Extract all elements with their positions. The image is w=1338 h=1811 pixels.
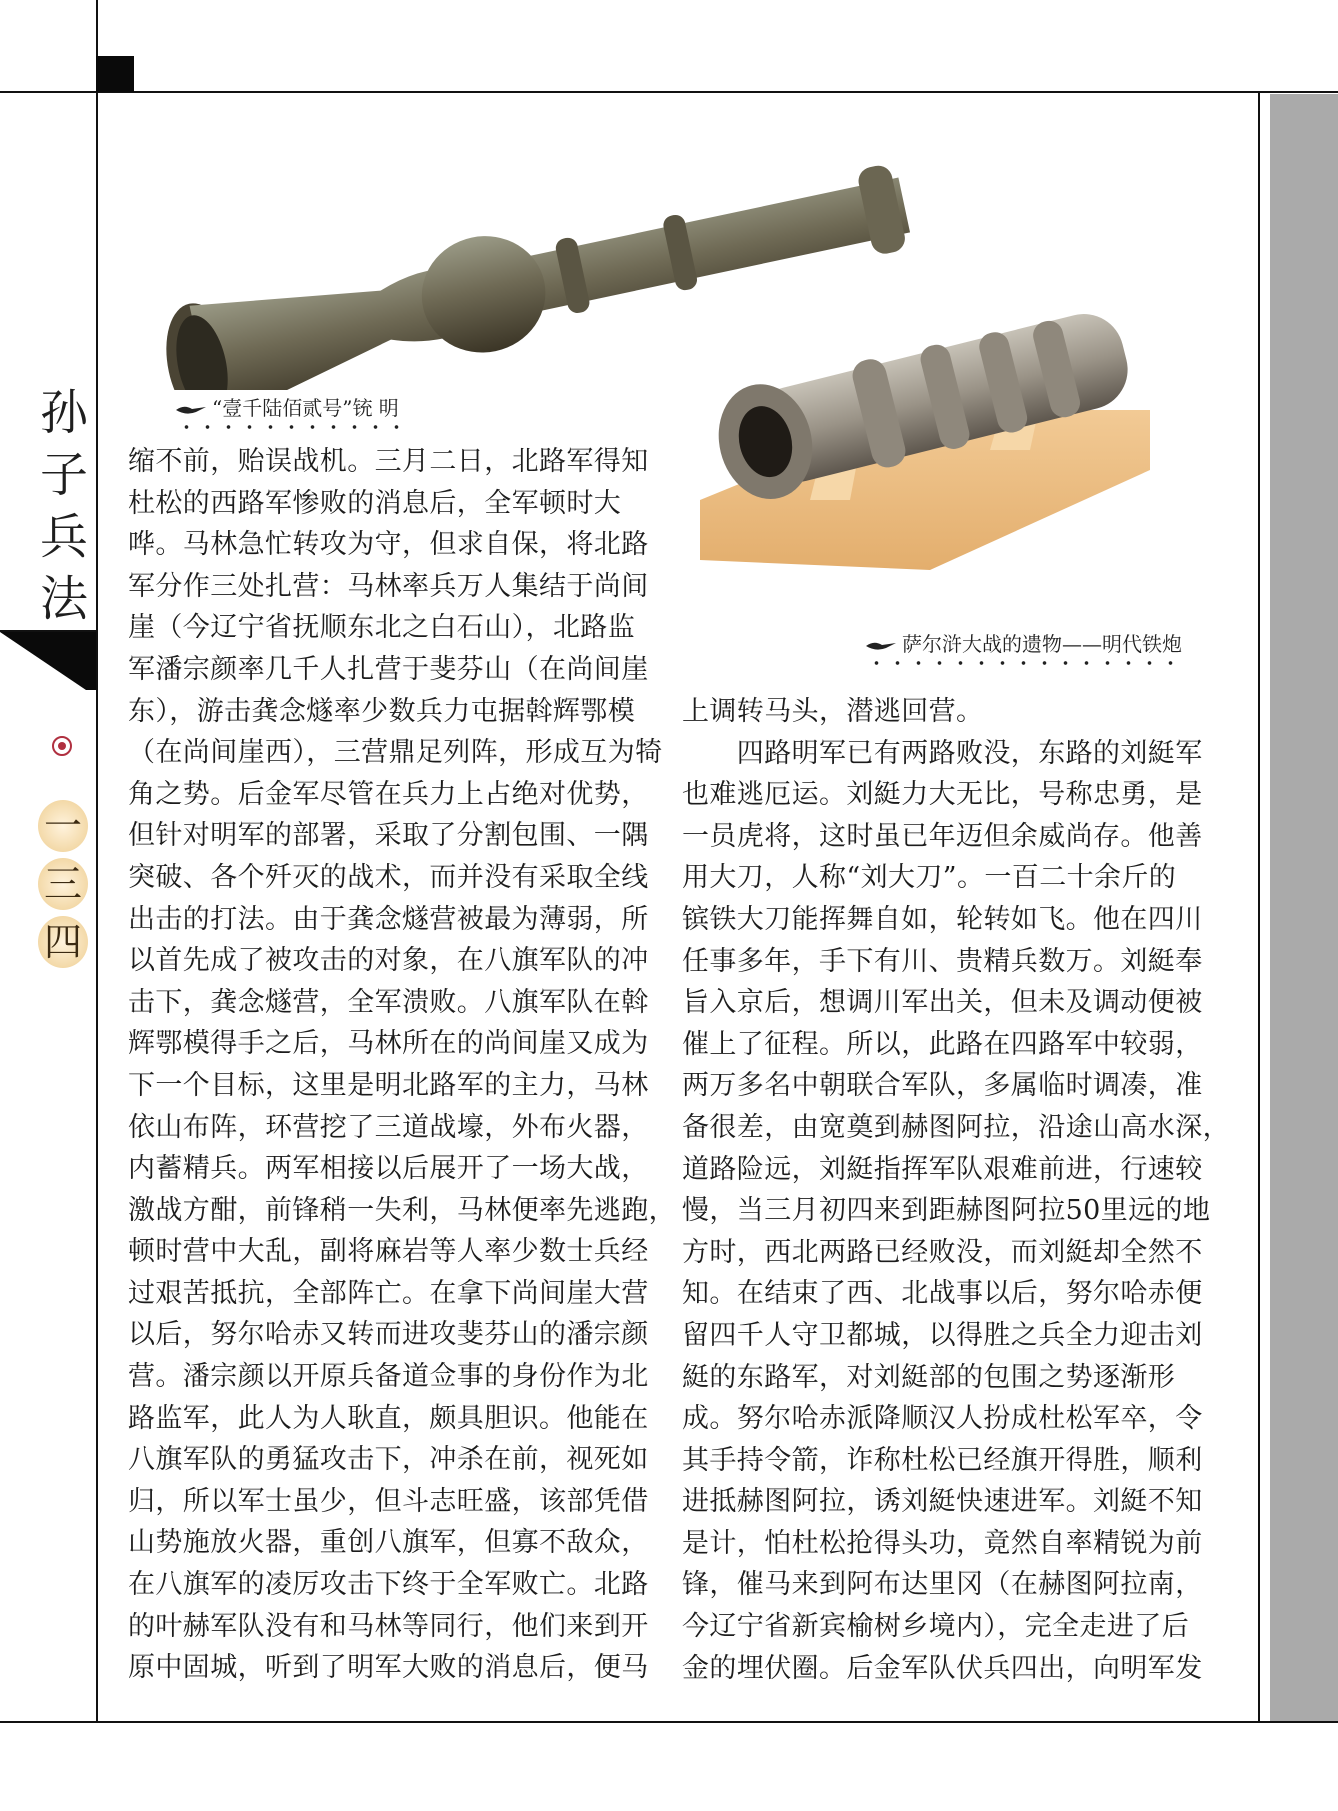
text-line: 也难逃厄运。刘綎力大无比，号称忠勇，是 [682,779,1203,811]
left-body-column [128,441,676,1689]
text-line: 以后，努尔哈赤又转而进攻斐芬山的潘宗颜 [128,1319,649,1351]
text-line: 用大刀，人称“刘大刀”。一百二十余斤的 [682,862,1177,894]
text-line: 备很差，由宽奠到赫图阿拉，沿途山高水深， [682,1111,1230,1143]
text-line: 角之势。后金军尽管在兵力上占绝对优势， [128,778,649,810]
text-line: 顿时营中大乱，副将麻岩等人率少数士兵经 [128,1236,649,1268]
right-image-caption-text: 萨尔浒大战的遗物——明代铁炮 [902,632,1182,656]
right-vertical-rule [1258,93,1260,1721]
top-rule [0,91,1338,93]
text-line: 军潘宗颜率几千人扎营于斐芬山（在尚间崖 [128,653,649,685]
text-line: 一员虎将，这时虽已年迈但余威尚存。他善 [682,820,1203,852]
right-body-column [682,691,1230,1689]
text-line: 道路险远，刘綎指挥军队艰难前进，行速较 [682,1153,1203,1185]
text-line: 过艰苦抵抗，全部阵亡。在拿下尚间崖大营 [128,1277,649,1309]
corner-block [96,56,134,92]
text-line: 今辽宁省新宾榆树乡境内），完全走进了后 [682,1611,1190,1643]
text-line: 綎的东路军，对刘綎部的包围之势逐渐形 [682,1361,1176,1393]
text-line: 下一个目标，这里是明北路军的主力，马林 [128,1069,649,1101]
text-line: 的叶赫军队没有和马林等同行，他们来到开 [128,1610,649,1642]
text-line: 旨入京后，想调川军出关，但未及调动便被 [682,987,1203,1019]
text-line: 崖（今辽宁省抚顺东北之白石山），北路监 [128,612,636,644]
right-image-caption [866,628,1182,667]
text-line: 依山布阵，环营挖了三道战壕，外布火器， [128,1111,649,1143]
page-number-digit: 四 [38,916,88,968]
text-line: 杜松的西路军惨败的消息后，全军顿时大 [128,487,622,519]
text-line: 路监军，此人为人耿直，颇具胆识。他能在 [128,1402,649,1434]
bottom-rule [0,1721,1338,1723]
text-line: 镔铁大刀能挥舞自如，轮转如飞。他在四川 [682,903,1203,935]
text-line: 在八旗军的凌厉攻击下终于全军败亡。北路 [128,1569,649,1601]
text-line: （在尚间崖西），三营鼎足列阵，形成互为犄 [128,737,663,769]
text-line: 留四千人守卫都城，以得胜之兵全力迎击刘 [682,1319,1203,1351]
black-wedge-decoration [0,632,96,692]
text-line: 山势施放火器，重创八旗军，但寡不敌众， [128,1527,649,1559]
top-image-caption-text: “壹千陆佰贰号”铳 明 [212,396,399,420]
text-line: 四路明军已有两路败没，东路的刘綎军 [682,737,1203,769]
text-line: 方时，西北两路已经败没，而刘綎却全然不 [682,1236,1203,1268]
text-line: 内蓄精兵。两军相接以后展开了一场大战， [128,1153,649,1185]
text-line: 但针对明军的部署，采取了分割包围、一隅 [128,820,649,852]
text-line: 是计，怕杜松抢得头功，竟然自率精锐为前 [682,1527,1203,1559]
left-vertical-rule [96,0,98,1721]
text-line: 辉鄂模得手之后，马林所在的尚间崖又成为 [128,1028,649,1060]
text-line: 营。潘宗颜以开原兵备道佥事的身份作为北 [128,1361,649,1393]
text-line: 缩不前，贻误战机。三月二日，北路军得知 [128,446,649,477]
book-title-char: 兵 [39,509,88,565]
book-title-char: 法 [39,571,88,627]
text-line: 其手持令箭，诈称杜松已经旗开得胜，顺利 [682,1444,1203,1476]
iron-cannon-photo [690,300,1160,600]
text-line: 出击的打法。由于龚念燧营被最为薄弱，所 [128,903,649,935]
red-circle-bullet-icon [52,736,72,756]
text-line: 进抵赫图阿拉，诱刘綎快速进军。刘綎不知 [682,1486,1203,1518]
text-line: 击下，龚念燧营，全军溃败。八旗军队在斡 [128,986,649,1018]
text-line: 原中固城，听到了明军大败的消息后，便马 [128,1652,649,1684]
book-title-char: 孙 [39,385,88,441]
caption-bird-icon [176,404,206,416]
text-line: 金的埋伏圈。后金军队伏兵四出，向明军发 [682,1652,1203,1684]
top-image-caption [176,392,399,431]
text-line: 归，所以军士虽少，但斗志旺盛，该部凭借 [128,1485,649,1517]
caption-emphasis-dots [176,423,399,431]
text-line: 军分作三处扎营：马林率兵万人集结于尚间 [128,570,649,602]
text-line: 激战方酣，前锋稍一失利，马林便率先逃跑， [128,1194,676,1226]
text-line: 催上了征程。所以，此路在四路军中较弱， [682,1028,1203,1060]
text-line: 成。努尔哈赤派降顺汉人扮成杜松军卒，令 [682,1403,1203,1435]
right-margin-bar [1270,94,1338,1721]
text-line: 知。在结束了西、北战事以后，努尔哈赤便 [682,1278,1203,1310]
text-line: 哗。马林急忙转攻为守，但求自保，将北路 [128,529,649,561]
text-line: 上调转马头，潜逃回营。 [682,696,984,727]
page-number-digit: 一 [38,800,88,852]
text-line: 八旗军队的勇猛攻击下，冲杀在前，视死如 [128,1444,649,1476]
text-line: 锋，催马来到阿布达里冈（在赫图阿拉南， [682,1569,1203,1601]
text-line: 以首先成了被攻击的对象，在八旗军队的冲 [128,945,649,977]
page-number-digit: 三 [38,858,88,910]
text-line: 两万多名中朝联合军队，多属临时调凑，准 [682,1070,1203,1102]
text-line: 慢，当三月初四来到距赫图阿拉50里远的地 [682,1195,1211,1227]
book-title [24,382,104,630]
text-line: 东），游击龚念燧率少数兵力屯据斡辉鄂模 [128,695,636,727]
page-number [38,800,90,974]
caption-emphasis-dots [866,659,1182,667]
text-line: 任事多年，手下有川、贵精兵数万。刘綎奉 [682,945,1203,977]
caption-bird-icon [866,640,896,652]
text-line: 突破、各个歼灭的战术，而并没有采取全线 [128,861,649,893]
book-title-char: 子 [39,447,88,503]
